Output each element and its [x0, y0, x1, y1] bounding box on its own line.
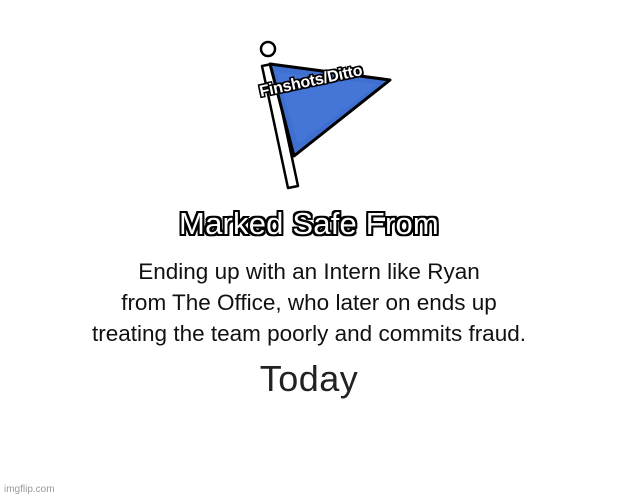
caption-line: treating the team poorly and commits fraud.: [92, 321, 526, 346]
watermark: imgflip.com: [4, 484, 55, 495]
flag-label: Finshots/Ditto: [258, 62, 364, 101]
caption-line: Ending up with an Intern like Ryan: [138, 259, 480, 284]
meme-title: Marked Safe From: [179, 206, 439, 241]
today-text: Today: [259, 358, 359, 399]
caption-line: from The Office, who later on ends up: [121, 290, 497, 315]
meme-caption: [6, 256, 612, 349]
